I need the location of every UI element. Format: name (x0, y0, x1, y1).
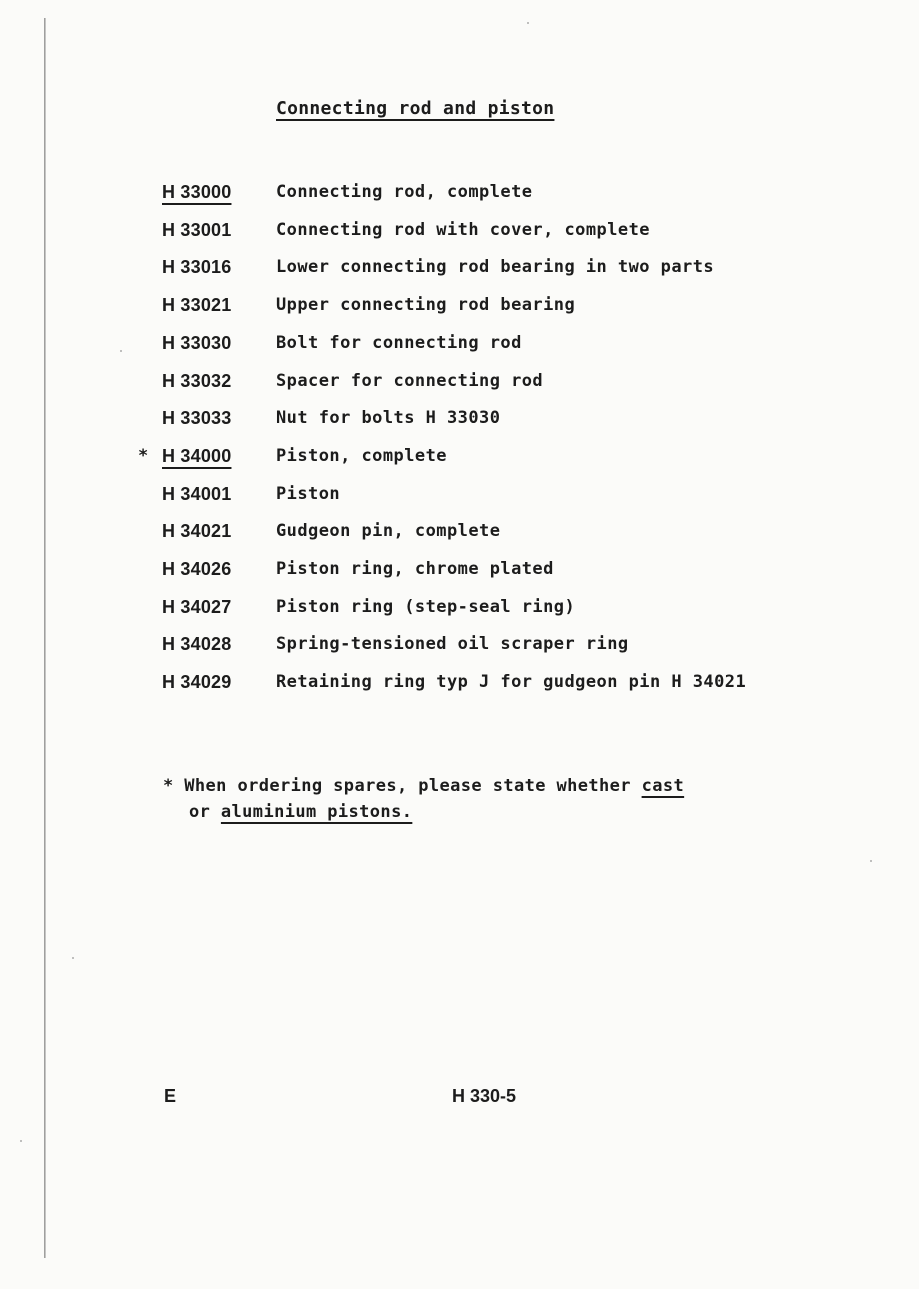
part-code: H 33016 (162, 257, 232, 277)
binding-edge-line (44, 18, 46, 1258)
part-code: H 33033 (162, 408, 232, 428)
part-description: Spring-tensioned oil scraper ring (276, 634, 629, 654)
part-code: H 34026 (162, 559, 232, 579)
footnote-emphasis-aluminium: aluminium pistons. (220, 802, 413, 822)
part-description: Spacer for connecting rod (276, 371, 544, 391)
part-code: H 33021 (162, 295, 232, 315)
part-code: H 33032 (162, 371, 232, 391)
part-code: H 34029 (162, 672, 232, 692)
part-code: H 34000 (162, 446, 232, 466)
part-code: H 33000 (162, 182, 232, 202)
part-description: Piston ring, chrome plated (276, 559, 554, 579)
footnote-prefix: or (189, 802, 221, 822)
part-description: Piston, complete (276, 446, 447, 466)
scan-speck (120, 350, 122, 352)
part-description: Nut for bolts H 33030 (276, 408, 501, 428)
part-code: H 34027 (162, 597, 232, 617)
part-code: H 34028 (162, 634, 232, 654)
part-description: Gudgeon pin, complete (276, 521, 501, 541)
part-marker: * (138, 446, 149, 466)
footer-page-number: H 330-5 (452, 1086, 517, 1106)
scan-speck (20, 1140, 22, 1142)
scan-speck (72, 957, 74, 959)
part-description: Retaining ring typ J for gudgeon pin H 34021 (276, 672, 747, 692)
footnote-marker: * (163, 776, 174, 796)
part-description: Piston ring (step-seal ring) (276, 597, 576, 617)
part-code: H 33030 (162, 333, 232, 353)
document-title: Connecting rod and piston (276, 98, 555, 119)
part-code: H 33001 (162, 220, 232, 240)
part-code: H 34001 (162, 484, 232, 504)
part-description: Lower connecting rod bearing in two parts (276, 257, 715, 277)
footnote-line-2 (189, 802, 412, 822)
part-description: Upper connecting rod bearing (276, 295, 576, 315)
part-description: Piston (276, 484, 341, 504)
footnote-line-1 (163, 776, 684, 796)
footnote-text: When ordering spares, please state whether (184, 776, 642, 796)
part-description: Bolt for connecting rod (276, 333, 522, 353)
part-description: Connecting rod with cover, complete (276, 220, 650, 240)
part-description: Connecting rod, complete (276, 182, 533, 202)
footnote-emphasis-cast: cast (641, 776, 685, 796)
scan-speck (527, 22, 529, 24)
part-code: H 34021 (162, 521, 232, 541)
footer-language-code: E (164, 1086, 177, 1106)
scan-speck (870, 860, 872, 862)
